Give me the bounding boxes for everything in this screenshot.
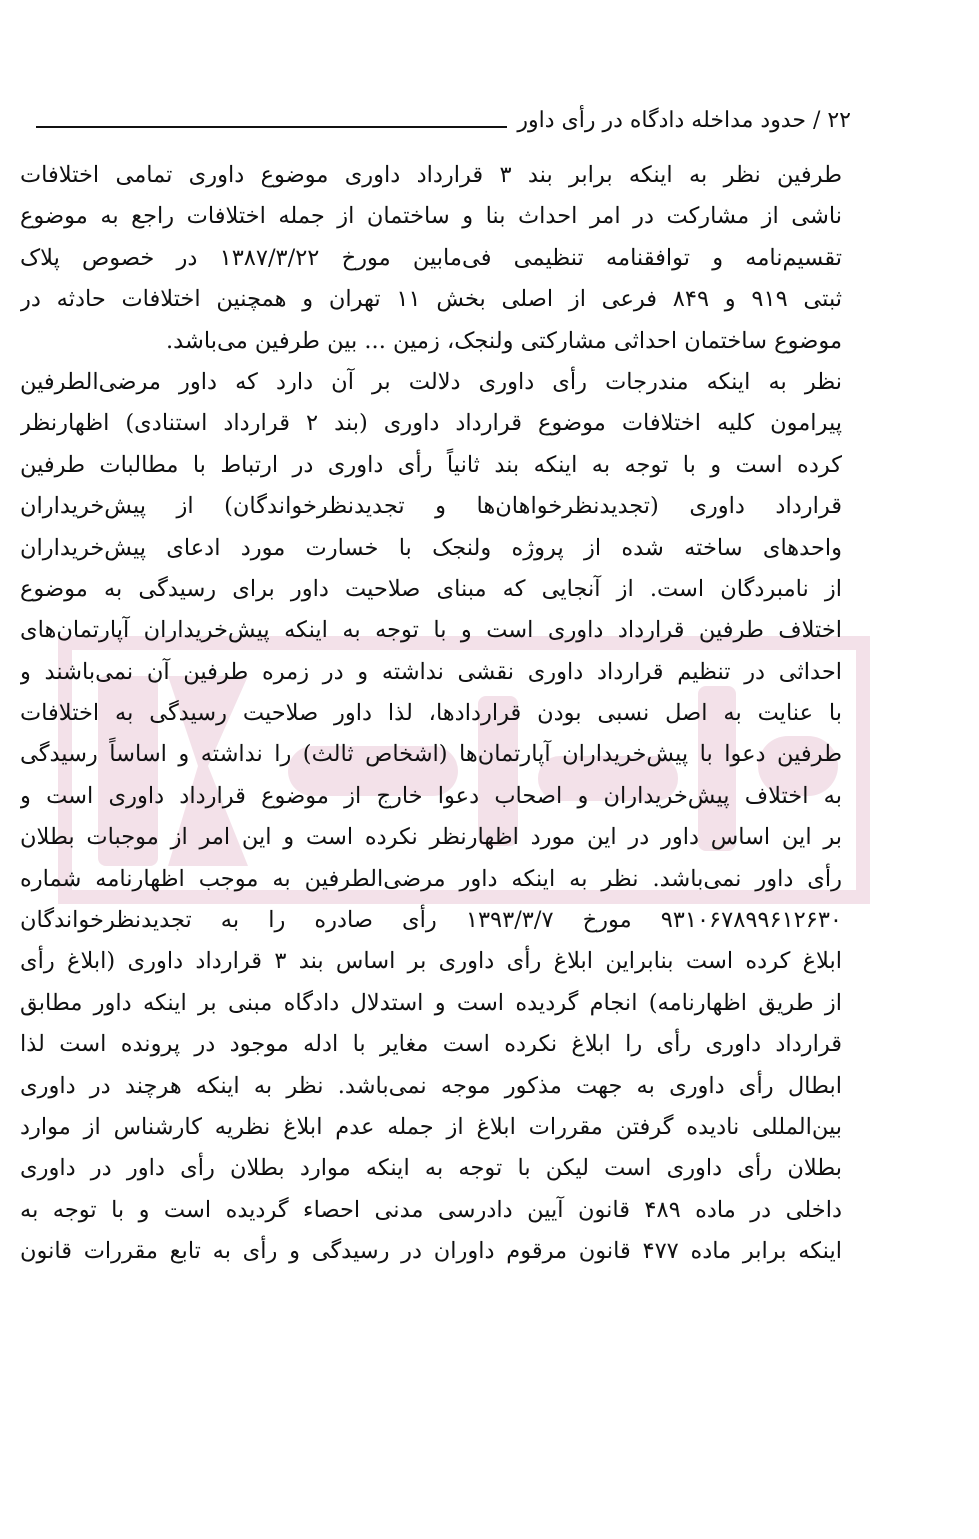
body-text	[20, 155, 842, 1273]
running-header	[36, 96, 851, 136]
text-line: طرفین نظر به اینکه برابر بند ۳ قرارداد داوری موضوع داوری تمامی اختلافات	[20, 162, 842, 188]
text-line: داخلی در ماده ۴۸۹ قانون آیین دادرسی مدنی احصاء گردیده است و با توجه به	[20, 1196, 842, 1223]
text-line: رأی داور نمی‌باشد. نظر به اینکه داور مرضی‌الطرفین به موجب اظهارنامه شماره	[20, 865, 842, 892]
text-line: با عنایت به اصل نسبی بودن قراردادها، لذا داور صلاحیت رسیدگی به اختلافات	[20, 700, 842, 727]
text-line: ثبتی ۹۱۹ و ۸۴۹ فرعی از اصلی بخش ۱۱ تهران و همچنین اختلافات حادثه در	[20, 286, 842, 313]
text-line: احداثی در تنظیم قرارداد داوری نقشی نداشته و در زمره طرفین آن نمی‌باشند و	[20, 658, 842, 685]
text-line: بر این اساس داور در این مورد اظهارنظر نکرده است و این امر از موجبات بطلان	[20, 824, 842, 851]
text-line: پیرامون کلیه اختلافات موضوع قرارداد داوری (بند ۲ قرارداد استنادی) اظهارنظر	[20, 410, 842, 437]
text-line: کرده است و با توجه به اینکه بند ثانیاً رأی داوری در ارتباط با مطالبات طرفین	[20, 451, 842, 478]
text-line: اختلاف طرفین قرارداد داوری است و با توجه به اینکه پیش‌خریداران آپارتمان‌های	[20, 617, 842, 644]
text-line: قرارداد داوری رأی را ابلاغ نکرده است مغایر با ادله موجود در پرونده است لذا	[20, 1031, 842, 1058]
text-line: ابلاغ کرده است بنابراین ابلاغ رأی داوری بر اساس بند ۳ قرارداد داوری (ابلاغ رأی	[20, 948, 842, 975]
text-line: از طریق اظهارنامه) انجام گردیده است و استدلال دادگاه مبنی بر اینکه داور مطابق	[20, 989, 842, 1016]
text-line: نظر به اینکه مندرجات رأی داوری دلالت بر آن دارد که داور مرضی‌الطرفین	[20, 368, 842, 395]
text-line: از نامبردگان است. از آنجایی که مبنای صلاحیت داور برای رسیدگی به موضوع	[20, 575, 842, 602]
text-line: بین‌المللی نادیده گرفتن مقررات ابلاغ از جمله عدم ابلاغ نظریه کارشناس از موارد	[20, 1113, 842, 1140]
text-line: اینکه برابر ماده ۴۷۷ قانون مرقوم داوران در رسیدگی و رأی به تابع مقررات قانون	[20, 1238, 842, 1265]
text-line: ۹۳۱۰۶۷۸۹۹۶۱۲۶۳۰ مورخ ۱۳۹۳/۳/۷ رأی صادره را به تجدیدنظرخواندگان	[20, 907, 842, 934]
header-title: ۲۲ / حدود مداخله دادگاه در رأی داور	[517, 108, 851, 133]
text-line: طرفین دعوا با پیش‌خریداران آپارتمان‌ها (اشخاص ثالث) را نداشته و اساساً رسیدگی	[20, 741, 842, 768]
text-line: به اختلاف پیش‌خریداران و اصحاب دعوا خارج از موضوع قرارداد داوری است و	[20, 782, 842, 809]
text-line: قرارداد داوری (تجدیدنظرخواهان‌ها و تجدیدنظرخواندگان) از پیش‌خریداران	[20, 493, 842, 520]
header-rule	[36, 126, 507, 128]
text-line: موضوع ساختمان احداثی مشارکتی ولنجک، زمین ... بین طرفین می‌باشد.	[166, 327, 842, 354]
text-line: تقسیم‌نامه و توافقنامه تنظیمی فی‌مابین مورخ ۱۳۸۷/۳/۲۲ در خصوص پلاک	[20, 244, 842, 271]
text-line: ناشی از مشارکت در امر احداث بنا و ساختمان از جمله اختلافات راجع به موضوع	[20, 203, 842, 230]
text-line: ابطال رأی داوری به جهت مذکور موجه نمی‌باشد. نظر به اینکه هرچند در داوری	[20, 1072, 842, 1099]
text-line: بطلان رأی داوری است لیکن با توجه به اینکه موارد بطلان رأی داور در داوری	[20, 1155, 842, 1182]
text-line: واحدهای ساخته شده از پروژه ولنجک با خسارت مورد ادعای پیش‌خریداران	[20, 534, 842, 561]
